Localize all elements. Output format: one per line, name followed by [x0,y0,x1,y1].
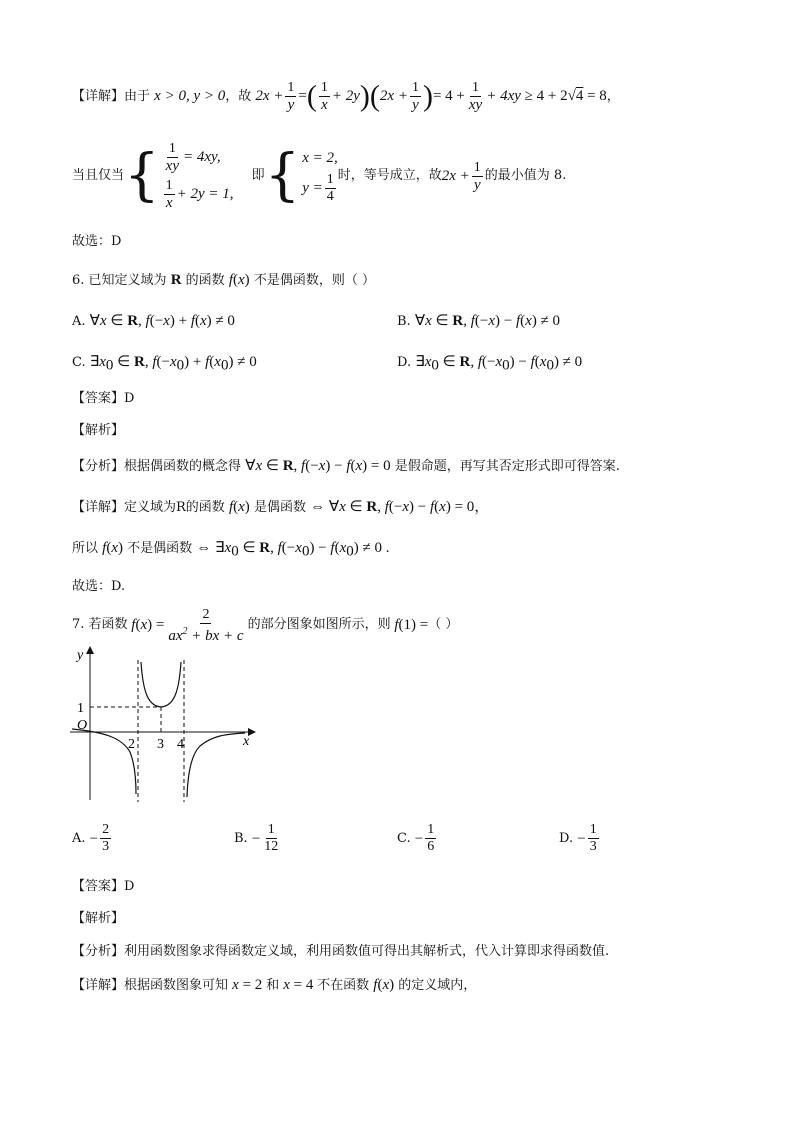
q7-fenxi: 【分析】利用函数图象求得函数定义域，利用函数值可得出其解析式，代入计算即求得函数值. [72,944,610,959]
q6-stem: 6. 已知定义域为 R 的函数 f(x) 不是偶函数，则（ ） [72,272,375,288]
q6-analysis-label: 【解析】 [72,423,125,438]
q6-detail-2: 所以 f(x) 不是偶函数 ⇔ $\exists x_0$ ∈ R, $f(-x_0) - f(x_0) \ne 0$ . [72,540,390,560]
math-expression: 2x + [255,88,284,104]
q6-answer: 【答案】D [72,391,135,406]
q6-option-a[interactable]: A. ∀x ∈ R, f(−x) + f(x) ≠ 0 [72,313,235,329]
equation-system-1: { $\frac{1}{xy}$ = 4xy, $\frac{1}{x}$ + 2y = 1, [124,141,234,211]
function-graph [60,642,260,807]
q6-option-d[interactable]: D. $\exists x_0$ ∈ R, $f(-x_0) - f(x_0) \ne 0$ [397,354,583,374]
q6-detail: 【详解】定义域为R的函数 f(x) 是偶函数 ⇔ ∀x ∈ R, f(−x) − f(x) = 0， [72,499,490,515]
equation-system-2: { x = 2, y = $\frac{1}{4}$ [264,143,338,208]
y-axis-arrow [86,646,94,654]
q6-option-b[interactable]: B. ∀x ∈ R, f(−x) − f(x) ≠ 0 [397,313,561,329]
q7-option-d[interactable]: D. − $\frac{1}{3}$ [559,822,597,854]
q7-analysis-label: 【解析】 [72,911,125,926]
q6-option-c[interactable]: C. $\exists x_0$ ∈ R, $f(-x_0) + f(x_0) \ne 0$ [72,354,257,374]
tick-y-1: 1 [77,701,84,716]
q7-detail: 【详解】根据函数图象可知 x = 2 和 x = 4 不在函数 f(x) 的定义域内， [72,977,477,993]
q6-choice-line: 故选：D. [72,579,126,594]
choice-line: 故选：D [72,234,122,249]
q7-option-c[interactable]: C. − $\frac{1}{6}$ [397,822,435,854]
tick-x-2: 2 [128,737,135,752]
detail-label: 【详解】 [72,89,125,104]
q7-answer: 【答案】D [72,879,135,894]
curve-left-branch [72,729,136,794]
curve-middle-branch [141,662,181,707]
tick-x-4: 4 [177,737,184,752]
curve-right-branch [187,733,245,797]
x-axis-label: x [243,734,250,749]
y-axis-label: y [77,648,84,663]
q7-option-a[interactable]: A. − $\frac{2}{3}$ [72,822,110,854]
detail-line-1: 【详解】由于 x > 0, y > 0，故 2x + $\frac{1}{y}$ =( $\frac{1}{x}$ + 2y)(2x + $\frac{1}{y}$ )= 4 + $\frac{1}{xy}$ + 4xy ≥ 4 + 2√4 = 8， [72,79,620,113]
q7-stem: 7. 若函数 f ( x ) = $\frac{2}{ax^2 + bx + c}$ 的部分图象如图所示，则 f (1) = （ ） [72,606,459,644]
q7-option-b[interactable]: B. − $\frac{1}{12}$ [234,822,279,854]
detail-line-2: 当且仅当 { $\frac{1}{xy}$ = 4xy, $\frac{1}{x}$ + 2y = 1, 即 { x = 2, y = $\frac{1}{4}$ 时，等号成立，故 2x + $\frac{1}{y}$ 的最小值为 8. [72,141,567,211]
tick-x-3: 3 [157,737,164,752]
q6-fenxi: 【分析】根据偶函数的概念得 ∀x ∈ R, f(−x) − f(x) = 0 是假命题，再写其否定形式即可得答案. [72,458,620,474]
origin-label: O [77,718,88,733]
